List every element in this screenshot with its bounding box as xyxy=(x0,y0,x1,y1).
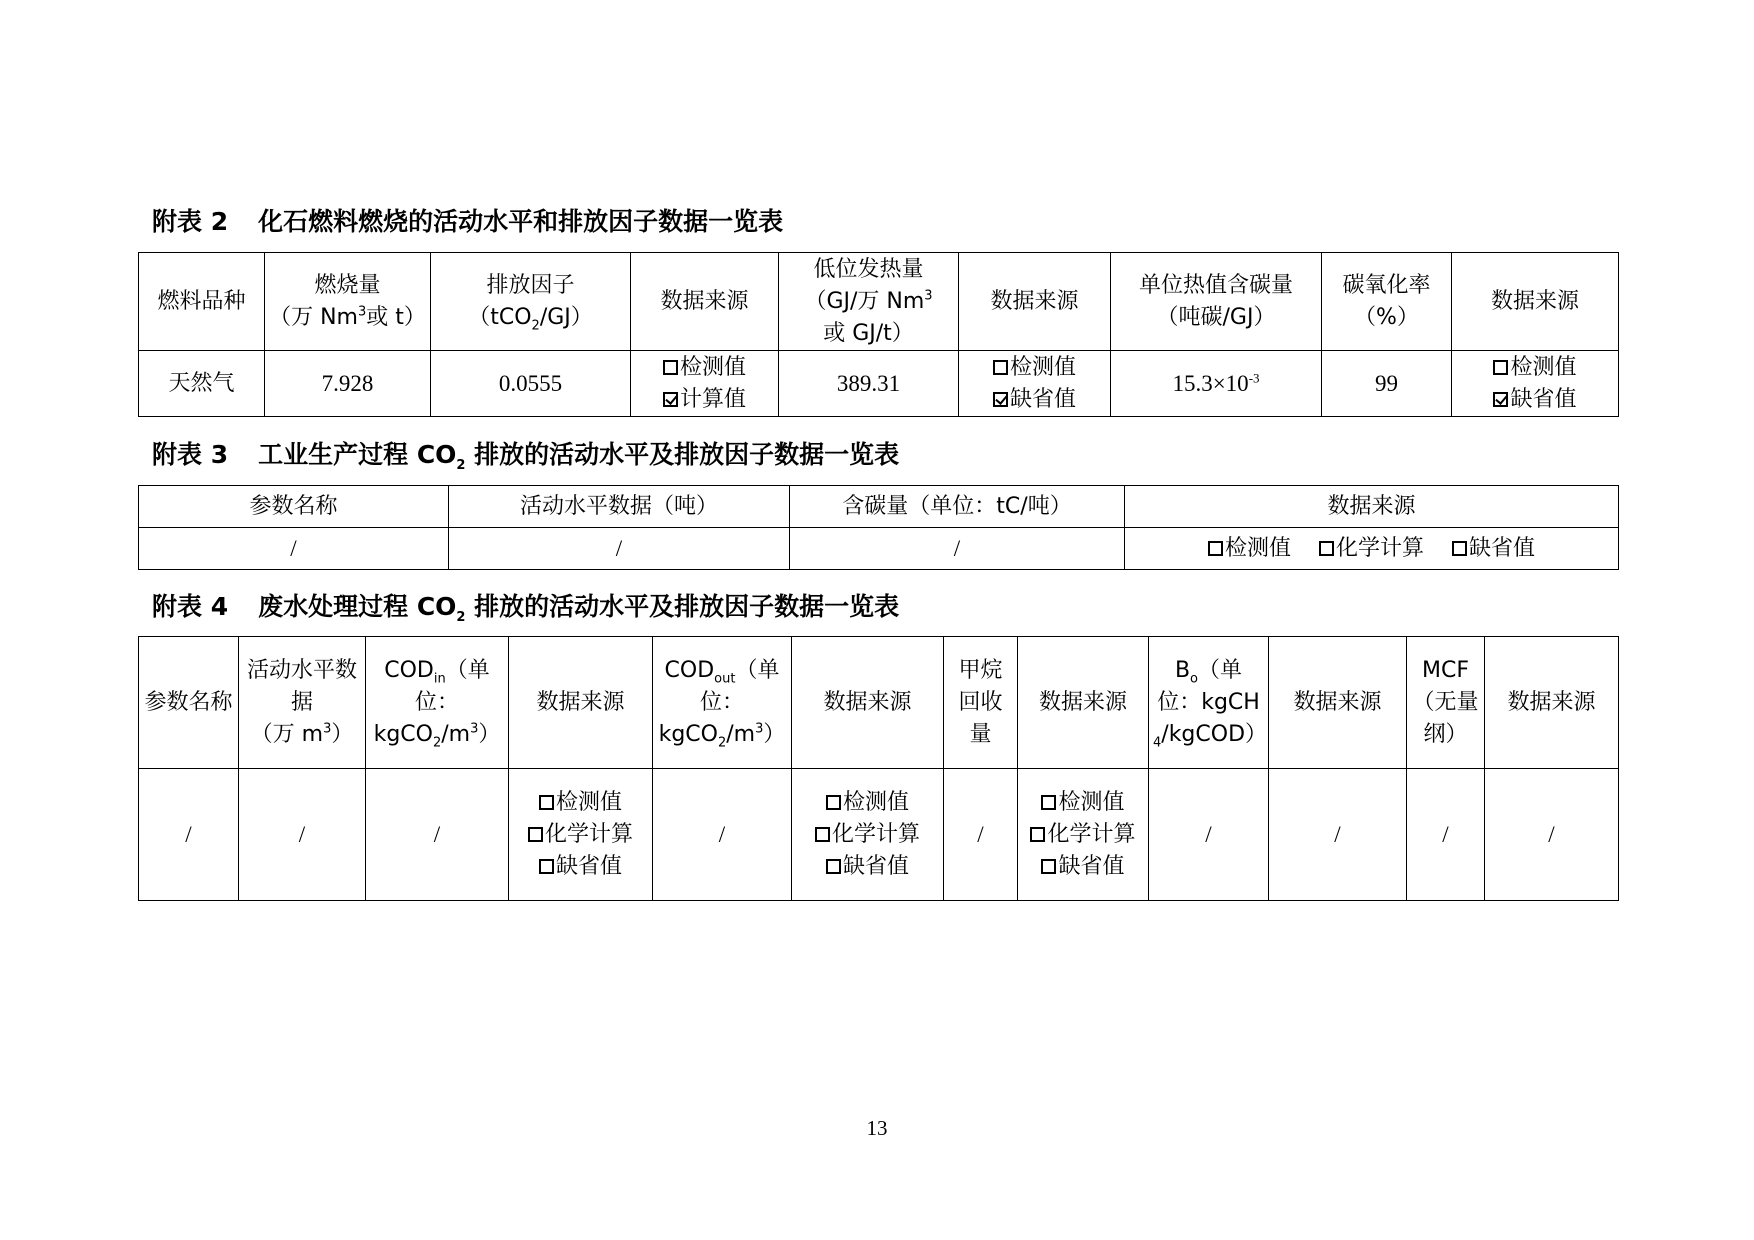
header-emission-factor-unit-a: （tCO xyxy=(468,304,532,330)
cell-fuel-type: 天然气 xyxy=(139,351,265,417)
table4-number: 附表 4 xyxy=(152,592,229,621)
header-data-source-1: 数据来源 xyxy=(631,253,779,351)
table3-number: 附表 3 xyxy=(152,440,229,469)
cell-activity-level: / xyxy=(449,528,790,570)
cell-data-source-2 xyxy=(959,351,1111,417)
table3-data-row xyxy=(139,528,1619,570)
option-label: 化学计算 xyxy=(831,821,920,847)
header-fuel-type: 燃料品种 xyxy=(139,253,265,351)
header-activity-line2: （万 m xyxy=(250,721,324,747)
option-measured xyxy=(513,787,648,819)
header-emission-factor-unit-b: /GJ） xyxy=(539,304,593,330)
header-cod-in-sup: 3 xyxy=(470,721,479,737)
option-label: 缺省值 xyxy=(1009,386,1076,412)
header-cod-in-b: （单位： xyxy=(414,657,490,715)
table3-title-b: 排放的活动水平及排放因子数据一览表 xyxy=(465,440,900,469)
header-ncv xyxy=(779,253,959,351)
cell-bo: / xyxy=(1149,769,1269,901)
header-carbon-content: 含碳量（单位：tC/吨） xyxy=(790,486,1125,528)
cell-data-source-1 xyxy=(631,351,779,417)
cell-cod-in: / xyxy=(366,769,509,901)
checkbox-unchecked-icon[interactable] xyxy=(528,827,543,842)
industrial-process-table xyxy=(138,485,1619,570)
header-carbon-content-line1: 单位热值含碳量 xyxy=(1138,272,1293,298)
option-default xyxy=(513,851,648,883)
cell-carbon-content: / xyxy=(790,528,1125,570)
header-cod-in-e: ） xyxy=(478,721,501,747)
table4-title xyxy=(152,587,899,623)
header-cod-in-d: /m xyxy=(441,721,471,747)
header-activity-line1: 活动水平数据 xyxy=(246,657,357,715)
table3-header-row xyxy=(139,486,1619,528)
header-data-source-1: 数据来源 xyxy=(509,637,653,769)
checkbox-unchecked-icon[interactable] xyxy=(1041,795,1056,810)
option-label: 缺省值 xyxy=(1510,386,1577,412)
header-cod-out-b: （单位： xyxy=(699,657,780,715)
cell-data-source-3 xyxy=(1018,769,1149,901)
header-cod-in-a: COD xyxy=(384,657,434,683)
table4-title-b: 排放的活动水平及排放因子数据一览表 xyxy=(465,592,900,621)
checkbox-unchecked-icon[interactable] xyxy=(1041,859,1056,874)
header-activity-line3: ） xyxy=(331,721,354,747)
header-cod-out-a: COD xyxy=(664,657,715,683)
table4-title-a: 废水处理过程 CO xyxy=(258,592,457,621)
checkbox-unchecked-icon[interactable] xyxy=(1493,360,1508,375)
header-data-source-3: 数据来源 xyxy=(1452,253,1619,351)
header-data-source-2: 数据来源 xyxy=(792,637,944,769)
header-activity-sup: 3 xyxy=(323,721,332,737)
table3-title xyxy=(152,435,899,471)
table2-number: 附表 2 xyxy=(152,207,229,236)
cell-data-source-2 xyxy=(792,769,944,901)
table4-data-row xyxy=(139,769,1619,901)
option-label: 检测值 xyxy=(1009,354,1076,380)
header-data-source-5: 数据来源 xyxy=(1485,637,1619,769)
table3-title-a: 工业生产过程 CO xyxy=(258,440,457,469)
header-bo-a: B xyxy=(1174,657,1191,683)
header-emission-factor-sub: 2 xyxy=(531,317,540,333)
option-measured xyxy=(1456,352,1614,384)
option-measured xyxy=(963,352,1106,384)
header-cod-out xyxy=(653,637,792,769)
header-parameter: 参数名称 xyxy=(139,486,449,528)
table3-title-sub: 2 xyxy=(456,458,466,473)
option-chemical-calc xyxy=(796,819,939,851)
cell-carbon-content xyxy=(1111,351,1322,417)
checkbox-unchecked-icon[interactable] xyxy=(1319,541,1334,556)
header-ncv-sup: 3 xyxy=(924,288,933,304)
table4-header-row xyxy=(139,637,1619,769)
header-bo xyxy=(1149,637,1269,769)
header-emission-factor xyxy=(431,253,631,351)
page-number: 13 xyxy=(866,1116,888,1140)
cell-carbon-content-base: 15.3×10 xyxy=(1172,370,1249,396)
cell-ncv: 389.31 xyxy=(779,351,959,417)
option-label: 化学计算 xyxy=(1047,821,1136,847)
cell-activity-level: / xyxy=(239,769,366,901)
option-label: 检测值 xyxy=(1510,354,1577,380)
header-ncv-line3: 或 GJ/t） xyxy=(823,320,914,346)
header-bo-d: /kgCOD） xyxy=(1161,721,1268,747)
cell-consumption: 7.928 xyxy=(265,351,431,417)
header-data-source-3: 数据来源 xyxy=(1018,637,1149,769)
checkbox-unchecked-icon[interactable] xyxy=(663,360,678,375)
option-default xyxy=(1452,533,1535,565)
header-carbon-content-line2: （吨碳/GJ） xyxy=(1156,304,1276,330)
header-consumption-line1: 燃烧量 xyxy=(314,272,381,298)
header-mcf: MCF（无量纲） xyxy=(1407,637,1485,769)
option-label: 化学计算 xyxy=(544,821,633,847)
header-cod-out-sub: out xyxy=(714,670,736,686)
header-cod-out-d: /m xyxy=(726,721,756,747)
header-activity-level: 活动水平数据（吨） xyxy=(449,486,790,528)
cell-carbon-content-exp: -3 xyxy=(1248,369,1260,385)
header-oxidation-rate-line1: 碳氧化率 xyxy=(1342,272,1431,298)
option-measured xyxy=(1022,787,1144,819)
checkbox-unchecked-icon[interactable] xyxy=(539,795,554,810)
cell-parameter: / xyxy=(139,528,449,570)
fossil-fuel-table xyxy=(138,252,1619,417)
checkbox-checked-icon[interactable] xyxy=(993,392,1008,407)
option-measured xyxy=(1208,533,1291,565)
option-label: 检测值 xyxy=(1058,789,1125,815)
header-cod-in-sub2: 2 xyxy=(432,734,442,750)
option-chemical-calc xyxy=(1319,533,1424,565)
header-consumption-sup: 3 xyxy=(357,304,367,320)
header-ncv-line1: 低位发热量 xyxy=(813,256,924,282)
cell-mcf: / xyxy=(1407,769,1485,901)
table4-title-sub: 2 xyxy=(456,610,466,625)
option-chemical-calc xyxy=(513,819,648,851)
header-cod-in-sub: in xyxy=(433,670,446,686)
header-consumption-line3: 或 t） xyxy=(366,304,426,330)
header-bo-c: kgCH xyxy=(1201,689,1260,715)
header-oxidation-rate-line2: （%） xyxy=(1354,304,1419,330)
header-data-source: 数据来源 xyxy=(1125,486,1619,528)
option-label: 检测值 xyxy=(555,789,622,815)
header-cod-in-c: kgCO xyxy=(373,721,433,747)
checkbox-unchecked-icon[interactable] xyxy=(539,859,554,874)
header-data-source-2: 数据来源 xyxy=(959,253,1111,351)
option-label: 化学计算 xyxy=(1335,535,1424,561)
cell-parameter: / xyxy=(139,769,239,901)
checkbox-unchecked-icon[interactable] xyxy=(993,360,1008,375)
header-cod-in xyxy=(366,637,509,769)
header-cod-out-e: ） xyxy=(763,721,786,747)
cell-emission-factor: 0.0555 xyxy=(431,351,631,417)
option-label: 检测值 xyxy=(679,354,746,380)
option-label: 缺省值 xyxy=(555,853,622,879)
option-chemical-calc xyxy=(1022,819,1144,851)
header-cod-out-sub2: 2 xyxy=(717,734,727,750)
table2-header-row xyxy=(139,253,1619,351)
checkbox-checked-icon[interactable] xyxy=(1493,392,1508,407)
option-calculated xyxy=(635,384,774,416)
checkbox-unchecked-icon[interactable] xyxy=(826,859,841,874)
option-default xyxy=(796,851,939,883)
checkbox-unchecked-icon[interactable] xyxy=(1030,827,1045,842)
option-default xyxy=(963,384,1106,416)
header-ncv-line2: （GJ/万 Nm xyxy=(804,288,925,314)
option-label: 检测值 xyxy=(842,789,909,815)
header-cod-out-c: kgCO xyxy=(658,721,718,747)
wastewater-table xyxy=(138,636,1619,901)
option-measured xyxy=(635,352,774,384)
cell-data-source-3 xyxy=(1452,351,1619,417)
header-emission-factor-line1: 排放因子 xyxy=(486,272,575,298)
header-bo-b: （单位： xyxy=(1157,657,1243,715)
option-default xyxy=(1456,384,1614,416)
table2-title-text: 化石燃料燃烧的活动水平和排放因子数据一览表 xyxy=(258,207,784,236)
checkbox-unchecked-icon[interactable] xyxy=(1208,541,1223,556)
option-label: 检测值 xyxy=(1224,535,1291,561)
cell-data-source-5: / xyxy=(1485,769,1619,901)
cell-cod-out: / xyxy=(653,769,792,901)
table2-data-row xyxy=(139,351,1619,417)
header-methane-recovery: 甲烷回收量 xyxy=(944,637,1018,769)
header-data-source-4: 数据来源 xyxy=(1269,637,1407,769)
option-label: 计算值 xyxy=(679,386,746,412)
header-activity-level xyxy=(239,637,366,769)
cell-methane-recovery: / xyxy=(944,769,1018,901)
header-bo-sub2: 4 xyxy=(1153,734,1162,750)
option-label: 缺省值 xyxy=(1058,853,1125,879)
cell-oxidation-rate: 99 xyxy=(1322,351,1452,417)
table2-title xyxy=(152,202,783,238)
option-measured xyxy=(796,787,939,819)
checkbox-unchecked-icon[interactable] xyxy=(815,827,830,842)
cell-data-source-1 xyxy=(509,769,653,901)
header-bo-sub: o xyxy=(1190,670,1199,686)
option-label: 缺省值 xyxy=(842,853,909,879)
header-oxidation-rate xyxy=(1322,253,1452,351)
option-label: 缺省值 xyxy=(1469,535,1536,561)
checkbox-unchecked-icon[interactable] xyxy=(1452,541,1467,556)
header-carbon-content xyxy=(1111,253,1322,351)
header-cod-out-sup: 3 xyxy=(755,721,764,737)
checkbox-unchecked-icon[interactable] xyxy=(826,795,841,810)
checkbox-checked-icon[interactable] xyxy=(663,392,678,407)
cell-data-source-4: / xyxy=(1269,769,1407,901)
option-default xyxy=(1022,851,1144,883)
header-consumption-line2: （万 Nm xyxy=(269,304,358,330)
header-parameter: 参数名称 xyxy=(139,637,239,769)
header-consumption xyxy=(265,253,431,351)
cell-data-source xyxy=(1125,528,1619,570)
